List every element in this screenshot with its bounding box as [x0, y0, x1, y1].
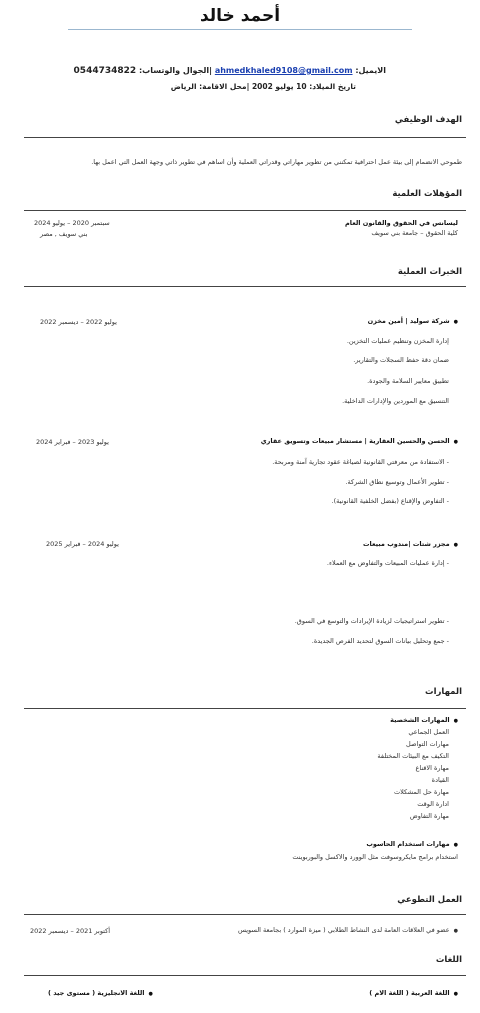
- languages-rule: [24, 975, 466, 976]
- job-dates: يوليو 2022 – ديسمبر 2022: [40, 318, 117, 326]
- job-point: إدارة المخزن وتنظيم عمليات التخزين.: [346, 337, 449, 345]
- job-point: ضمان دقة حفظ السجلات والتقارير.: [353, 356, 449, 364]
- objective-rule: [24, 137, 466, 138]
- job-title: ● شركة سوليد | أمين مخزن: [368, 317, 458, 325]
- volunteer-rule: [24, 914, 466, 915]
- email-link[interactable]: ahmedkhaled9108@gmail.com: [214, 66, 353, 75]
- degree-title: ليسانس في الحقوق والقانون العام: [344, 219, 458, 227]
- volunteer-heading: العمل التطوعي: [397, 895, 462, 905]
- language-item: ● اللغة العربية ( اللغة الام ): [369, 989, 458, 997]
- experience-heading: الخبرات العملية: [397, 267, 462, 277]
- phone-number: 0544734822: [73, 66, 137, 76]
- name-underline: [68, 29, 412, 30]
- education-rule: [24, 210, 466, 211]
- job-point: - تطوير الأعمال وتوسيع نطاق الشركة.: [345, 478, 449, 486]
- skills-heading: المهارات: [425, 687, 462, 697]
- skill-item: التكيف مع البيئات المختلفة: [377, 752, 449, 760]
- skill-item: مهارة الاقناع: [415, 764, 449, 772]
- job-dates: يوليو 2024 – فبراير 2025: [46, 540, 119, 548]
- job-point: - جمع وتحليل بيانات السوق لتحديد الفرص الجديدة.: [311, 637, 449, 645]
- experience-rule: [24, 286, 466, 287]
- candidate-name: أحمد خالد: [199, 6, 281, 26]
- volunteer-dates: أكتوبر 2021 – ديسمبر 2022: [30, 927, 111, 935]
- volunteer-text: ● عضو في العلاقات العامة لدى النشاط الطلابي ( ميزة الموارد ) بجامعة السويس: [238, 926, 458, 934]
- job-dates: يوليو 2023 – فبراير 2024: [36, 438, 109, 446]
- language-item: ● اللغة الانجليزية ( مستوى جيد ): [48, 989, 153, 997]
- skill-item: مهارات التواصل: [406, 740, 449, 748]
- skill-item: العمل الجماعي: [408, 728, 449, 736]
- skill-item: ادارة الوقت: [417, 800, 449, 808]
- job-title: ● مجزر شتات |مندوب مبيعات: [363, 540, 458, 548]
- education-heading: المؤهلات العلمية: [392, 189, 462, 199]
- objective-heading: الهدف الوظيفي: [394, 115, 462, 125]
- school-name: كلية الحقوق – جامعة بني سويف: [371, 229, 458, 237]
- job-point: تطبيق معايير السلامة والجودة.: [367, 377, 449, 385]
- skill-item: مهارة التفاوض: [409, 812, 449, 820]
- email-label: الايميل:: [355, 66, 386, 75]
- computer-skills-title: ● مهارات استخدام الحاسوب: [366, 840, 458, 848]
- phone-label: |الجوال والوتساب:: [138, 66, 213, 75]
- languages-heading: اللغات: [435, 955, 462, 965]
- job-point: - التفاوض والإقناع (بفضل الخلفية القانونية).: [331, 497, 449, 505]
- education-location: بني سويف , مصر: [40, 230, 88, 238]
- skills-rule: [24, 708, 466, 709]
- computer-skills-text: استخدام برامج مايكروسوفت مثل الوورد والاكسل والبوربوينت: [292, 853, 458, 861]
- objective-text: طموحي الانضمام إلى بيئة عمل احترافية تمكنني من تطوير مهاراتي وقدراتي العملية وأن اساهم في تطوير ذاتي وجهة العمل التي اعمل بها.: [91, 158, 462, 166]
- job-point: التنسيق مع الموردين والإدارات الداخلية.: [342, 397, 449, 405]
- personal-skills-title: ● المهارات الشخصية: [390, 716, 458, 724]
- skill-item: القيادة: [431, 776, 449, 784]
- education-dates: سبتمبر 2020 – يوليو 2024: [34, 219, 110, 227]
- job-title: ● الحسن والحسين العقارية | مستشار مبيعات وتسويق عقاري: [261, 437, 458, 445]
- job-point: - الاستفادة من معرفتي القانونية لصياغة عقود تجارية آمنة ومربحة.: [272, 458, 449, 466]
- job-point: - إدارة عمليات المبيعات والتفاوض مع العملاء.: [326, 559, 449, 567]
- job-point: - تطوير استراتيجيات لزيادة الإيرادات والتوسع في السوق.: [294, 617, 449, 625]
- personal-details: تاريخ الميلاد: 10 يوليو 2002 |محل الاقامة: الرياض: [170, 82, 356, 91]
- contact-line: [74, 66, 386, 76]
- skill-item: مهارة حل المشكلات: [393, 788, 449, 796]
